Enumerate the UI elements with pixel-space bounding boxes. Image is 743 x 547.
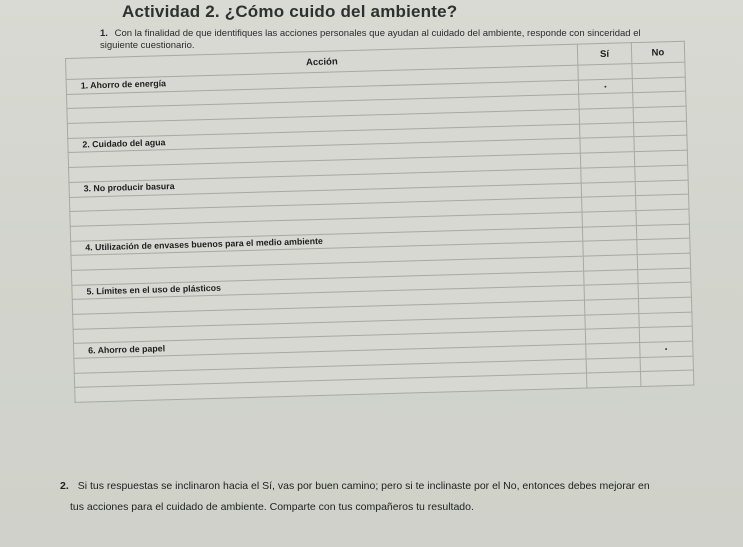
section-no-cell [632,62,686,78]
instruction-text: Con la finalidad de que identifiques las acciones personales que ayudan al cuidado del ambiente, responde con sinceridad el siguiente cuestionario. [100,28,641,51]
answer-no-cell[interactable] [640,371,694,387]
answer-yes-cell[interactable] [583,240,637,256]
answer-yes-cell[interactable] [579,78,633,94]
answer-yes-cell[interactable] [587,372,641,388]
answer-yes-cell[interactable] [582,196,636,212]
answer-yes-cell[interactable] [584,284,638,300]
answer-no-cell[interactable] [636,238,690,254]
questionnaire-table [65,41,694,403]
section-no-cell [633,121,687,137]
section-yes-cell [580,122,634,138]
answer-yes-cell[interactable] [581,181,635,197]
answer-no-cell[interactable] [639,341,693,357]
header-yes: Sí [578,43,632,65]
answer-no-cell[interactable] [638,297,692,313]
answer-no-cell[interactable] [634,136,688,152]
answer-yes-cell[interactable] [586,357,640,373]
answer-no-cell[interactable] [632,77,686,93]
header-no: No [631,41,685,63]
pencil-mark-icon: • [664,346,668,354]
answer-no-cell[interactable] [635,194,689,210]
section-yes-cell [581,166,635,182]
answer-no-cell[interactable] [637,253,691,269]
section-yes-cell [578,64,632,80]
answer-no-cell[interactable] [634,150,688,166]
section-title: 6. Ahorro de papel [73,329,586,358]
answer-yes-cell[interactable] [585,299,639,315]
answer-no-cell[interactable] [633,106,687,122]
answer-yes-cell[interactable] [582,211,636,227]
section-yes-cell [583,225,637,241]
conclusion-number: 2. [60,480,69,492]
conclusion-line-2: tus acciones para el cuidado de ambiente. Comparte con tus compañeros tu resultado. [70,501,474,513]
answer-yes-cell[interactable] [584,255,638,271]
answer-yes-cell[interactable] [580,137,634,153]
section-title: 1. Ahorro de energía [66,65,579,94]
pencil-mark-icon: • [604,83,607,91]
section-title: 5. Límites en el uso de plásticos [72,271,585,300]
section-no-cell [634,165,688,181]
section-yes-cell [584,269,638,285]
section-yes-cell [586,328,640,344]
answer-yes-cell[interactable] [585,313,639,329]
answer-yes-cell[interactable] [579,108,633,124]
section-title: 2. Cuidado del agua [68,124,581,153]
answer-no-cell[interactable] [638,282,692,298]
answer-yes-cell[interactable] [579,93,633,109]
answer-no-cell[interactable] [640,356,694,372]
answer-no-cell[interactable] [636,209,690,225]
section-title: 3. No producir basura [69,168,582,197]
section-no-cell [639,326,693,342]
section-title: 4. Utilización de envases buenos para el medio ambiente [71,227,584,256]
section-no-cell [637,268,691,284]
instruction-number: 1. [100,28,108,39]
answer-no-cell[interactable] [635,180,689,196]
header-action: Acción [66,44,579,79]
conclusion-text-1: Si tus respuestas se inclinaron hacia el Sí, vas por buen camino; pero si te inclinaste por el No, entonces debes mejorar en [77,480,650,492]
answer-no-cell[interactable] [632,92,686,108]
answer-yes-cell[interactable] [586,343,640,359]
page-title: Actividad 2. ¿Cómo cuido del ambiente? [122,2,458,21]
section-no-cell [636,224,690,240]
conclusion-line-1 [60,480,650,492]
answer-yes-cell[interactable] [581,152,635,168]
answer-no-cell[interactable] [638,312,692,328]
